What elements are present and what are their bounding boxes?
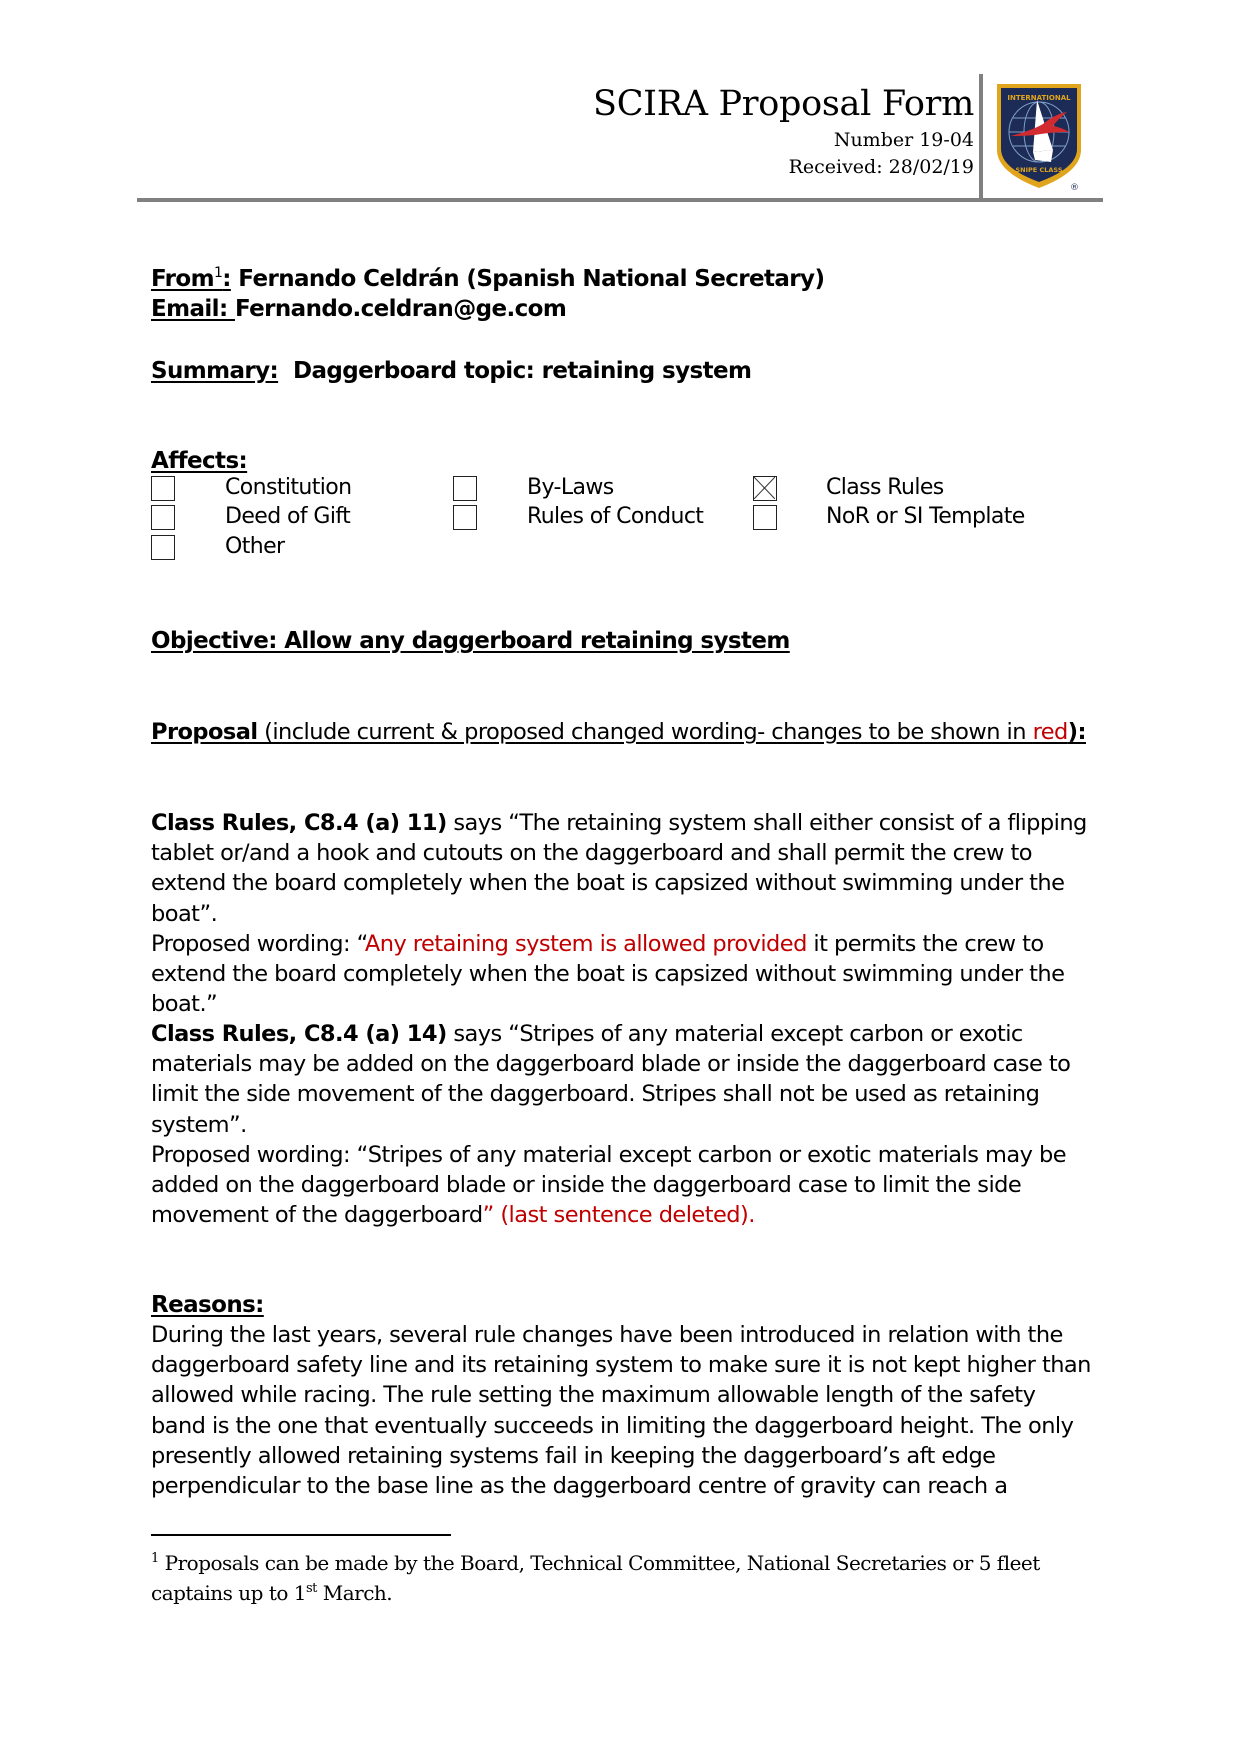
checkbox-label-nor-si-template: NoR or SI Template <box>826 504 1025 529</box>
proposed-wording-prefix: Proposed wording: “ <box>151 930 365 957</box>
checkbox-deed-of-gift[interactable] <box>151 505 175 530</box>
proposed-wording-text: Proposed wording: “Stripes of any material except carbon or exotic materials may be added on the daggerboard blade or inside the daggerboard case to limit the side movement of the daggerboard <box>151 1141 1066 1229</box>
checkbox-class-rules[interactable] <box>753 476 777 501</box>
from-value: Fernando Celdrán (Spanish National Secretary) <box>238 266 825 292</box>
footnote-ref[interactable]: 1 <box>213 265 223 281</box>
svg-text:INTERNATIONAL: INTERNATIONAL <box>1007 94 1071 102</box>
summary-label: Summary: <box>151 358 279 384</box>
reasons-text: During the last years, several rule changes have been introduced in relation with the daggerboard safety line and its retaining system to make sure it is not kept higher than allowed while racing. The rule setting the maximum allowable length of the safety band is the one that eventually succeeds in limiting the daggerboard height. The only presently allowed retaining systems fail in keeping the daggerboard’s aft edge perpendicular to the base line as the daggerboard centre of gravity can reach a <box>151 1322 1091 1500</box>
checked-x-icon <box>754 477 775 499</box>
checkbox-other[interactable] <box>151 535 175 560</box>
checkbox-label-other: Other <box>225 534 285 559</box>
checkbox-by-laws[interactable] <box>453 476 477 501</box>
checkbox-constitution[interactable] <box>151 476 175 501</box>
received-date: Received: 28/02/19 <box>788 156 974 178</box>
snipe-class-logo-icon <box>993 80 1085 192</box>
proposal-heading: Proposal (include current & proposed changed wording- changes to be shown in red): <box>151 719 1086 745</box>
rule-current-text: says “The retaining system shall either consist of a flipping tablet or/and a hook and cutouts on the daggerboard and shall permit the crew to extend the board completely when the boat is capsized without swimming under the boat”. <box>151 810 1087 927</box>
email-label: Email: <box>151 296 235 322</box>
from-line <box>151 264 824 294</box>
rule-c84-11-current <box>151 808 1091 1019</box>
svg-text:SNIPE CLASS: SNIPE CLASS <box>1015 166 1063 174</box>
checkbox-nor-si-template[interactable] <box>753 505 777 530</box>
email-value[interactable]: Fernando.celdran@ge.com <box>234 296 567 322</box>
rule-ref: Class Rules, C8.4 (a) 11) <box>151 810 447 836</box>
footnote: $^1$ Proposals can be made by the Board, Technical Committee, National Secretaries or 5 fleet captains up to 1st March. <box>151 1551 1040 1605</box>
proposal-instruction-red: red <box>1032 719 1068 745</box>
affects-heading: Affects: <box>151 448 248 474</box>
checkbox-label-by-laws: By-Laws <box>527 475 614 500</box>
objective-heading: Objective: Allow any daggerboard retaining system <box>151 628 790 654</box>
summary-line <box>151 356 751 386</box>
from-label: From$^1$: <box>151 265 231 292</box>
footnote-separator <box>151 1534 451 1536</box>
footnote-marker: 1 <box>151 1551 159 1566</box>
checkbox-rules-of-conduct[interactable] <box>453 505 477 530</box>
rule-ref: Class Rules, C8.4 (a) 14) <box>151 1021 447 1047</box>
proposed-wording-rest: it permits the crew to extend the board completely when the boat is capsized without swimming under the boat.” <box>151 930 1065 1018</box>
proposed-change-red: Any retaining system is allowed provided <box>364 930 807 957</box>
email-line <box>151 294 566 324</box>
summary-value: Daggerboard topic: retaining system <box>292 358 752 384</box>
rule-current-text: says “Stripes of any material except carbon or exotic materials may be added on the daggerboard blade or inside the daggerboard case to limit the side movement of the daggerboard. Stripes shall not be used as retaining system”. <box>151 1021 1071 1138</box>
checkbox-label-rules-of-conduct: Rules of Conduct <box>527 504 704 529</box>
reasons-heading: Reasons: <box>151 1292 264 1318</box>
header-vertical-divider <box>979 74 983 202</box>
proposed-change-red: ” (last sentence deleted). <box>482 1202 755 1229</box>
proposal-label: Proposal <box>151 719 258 745</box>
proposal-number: Number 19-04 <box>833 129 974 151</box>
checkbox-label-class-rules: Class Rules <box>826 475 944 500</box>
svg-text:®: ® <box>1070 183 1079 192</box>
checkbox-label-constitution: Constitution <box>225 475 352 500</box>
rule-c84-14-current <box>151 1019 1091 1230</box>
header-horizontal-rule <box>137 198 1103 202</box>
checkbox-label-deed-of-gift: Deed of Gift <box>225 504 351 529</box>
form-title: SCIRA Proposal Form <box>593 84 974 124</box>
proposal-instruction: (include current & proposed changed wording- changes to be shown in <box>257 719 1033 745</box>
